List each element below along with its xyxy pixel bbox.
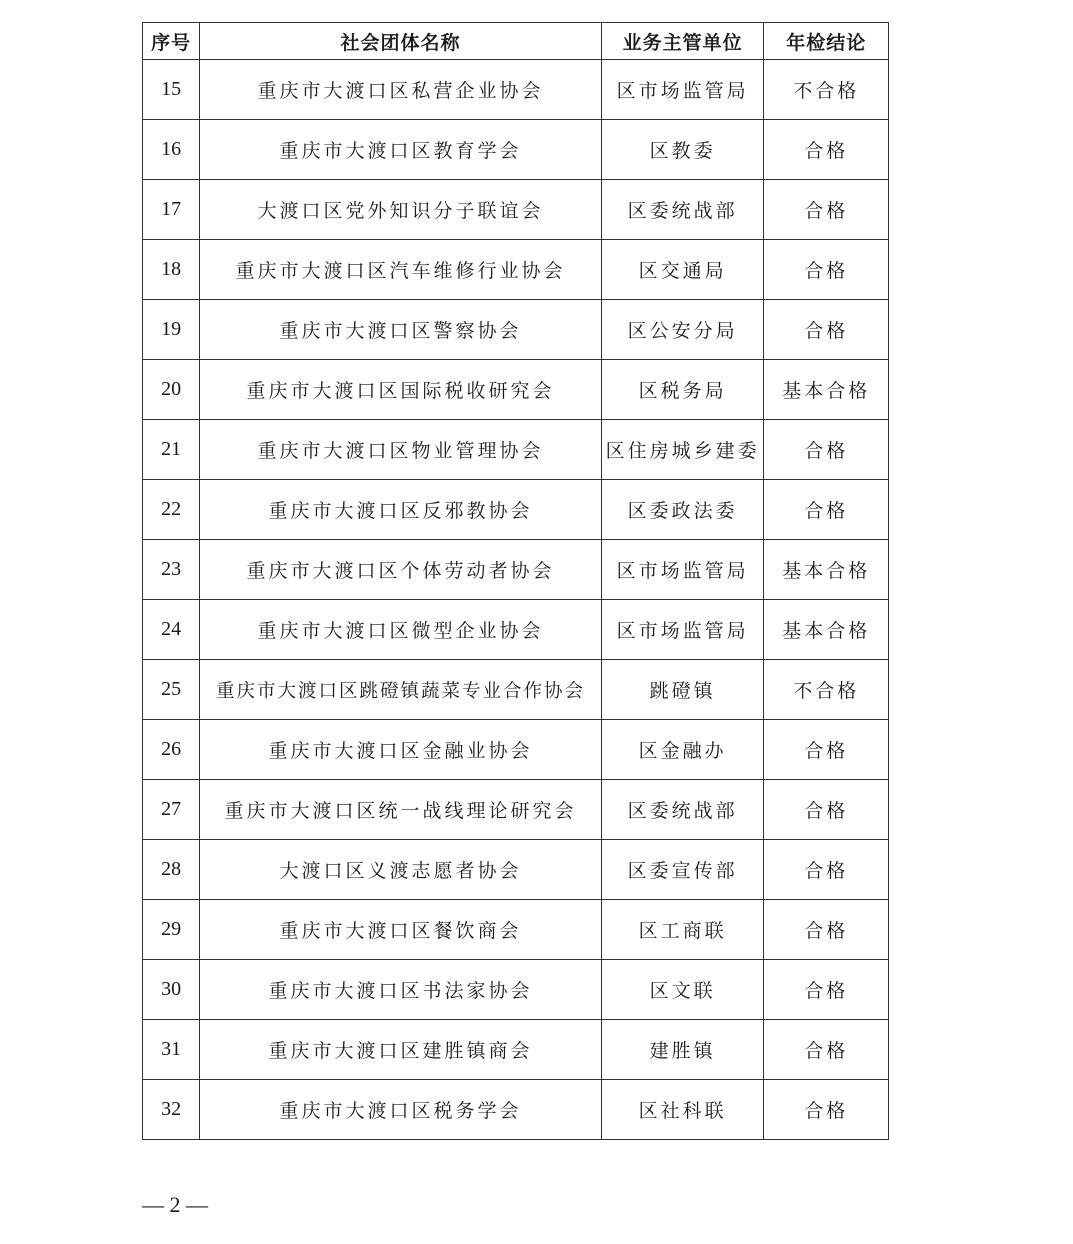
supervising-unit-cell: 区市场监管局 [601, 540, 764, 600]
row-number-cell: 29 [143, 900, 200, 960]
inspection-result-cell: 合格 [764, 720, 889, 780]
row-number-cell: 19 [143, 300, 200, 360]
row-number-cell: 30 [143, 960, 200, 1020]
table-row [143, 240, 889, 300]
header-organization-name: 社会团体名称 [200, 23, 602, 60]
supervising-unit-cell: 跳磴镇 [601, 660, 764, 720]
table-body [143, 60, 889, 1140]
supervising-unit-cell: 区金融办 [601, 720, 764, 780]
supervising-unit-cell: 区公安分局 [601, 300, 764, 360]
inspection-result-cell: 合格 [764, 300, 889, 360]
organization-name-cell: 重庆市大渡口区物业管理协会 [200, 420, 602, 480]
header-number: 序号 [143, 23, 200, 60]
supervising-unit-cell: 区市场监管局 [601, 60, 764, 120]
supervising-unit-cell: 建胜镇 [601, 1020, 764, 1080]
row-number-cell: 18 [143, 240, 200, 300]
table-row [143, 1020, 889, 1080]
annual-inspection-table [142, 22, 889, 1140]
supervising-unit-cell: 区委政法委 [601, 480, 764, 540]
row-number-cell: 23 [143, 540, 200, 600]
page-number: — 2 — [142, 1192, 208, 1217]
row-number-cell: 27 [143, 780, 200, 840]
table-row [143, 600, 889, 660]
organization-name-cell: 重庆市大渡口区私营企业协会 [200, 60, 602, 120]
supervising-unit-cell: 区社科联 [601, 1080, 764, 1140]
row-number-cell: 32 [143, 1080, 200, 1140]
organization-name-cell: 重庆市大渡口区建胜镇商会 [200, 1020, 602, 1080]
organization-name-cell: 重庆市大渡口区反邪教协会 [200, 480, 602, 540]
supervising-unit-cell: 区委统战部 [601, 180, 764, 240]
supervising-unit-cell: 区市场监管局 [601, 600, 764, 660]
inspection-result-cell: 合格 [764, 240, 889, 300]
table-row [143, 660, 889, 720]
table-row [143, 1080, 889, 1140]
header-inspection-result: 年检结论 [764, 23, 889, 60]
inspection-result-cell: 基本合格 [764, 360, 889, 420]
supervising-unit-cell: 区文联 [601, 960, 764, 1020]
table-row [143, 60, 889, 120]
inspection-result-cell: 合格 [764, 480, 889, 540]
organization-name-cell: 重庆市大渡口区税务学会 [200, 1080, 602, 1140]
organization-name-cell: 重庆市大渡口区个体劳动者协会 [200, 540, 602, 600]
inspection-result-cell: 基本合格 [764, 540, 889, 600]
organization-name-cell: 重庆市大渡口区金融业协会 [200, 720, 602, 780]
inspection-result-cell: 合格 [764, 1080, 889, 1140]
header-row [143, 23, 889, 60]
organization-name-cell: 重庆市大渡口区微型企业协会 [200, 600, 602, 660]
inspection-result-cell: 不合格 [764, 60, 889, 120]
table-row [143, 300, 889, 360]
table-row [143, 780, 889, 840]
inspection-result-cell: 不合格 [764, 660, 889, 720]
row-number-cell: 15 [143, 60, 200, 120]
organization-name-cell: 大渡口区义渡志愿者协会 [200, 840, 602, 900]
inspection-result-cell: 合格 [764, 120, 889, 180]
inspection-result-cell: 合格 [764, 960, 889, 1020]
inspection-result-cell: 合格 [764, 900, 889, 960]
organization-name-cell: 重庆市大渡口区跳磴镇蔬菜专业合作协会 [200, 660, 602, 720]
row-number-cell: 26 [143, 720, 200, 780]
inspection-result-cell: 合格 [764, 1020, 889, 1080]
supervising-unit-cell: 区委统战部 [601, 780, 764, 840]
inspection-result-cell: 基本合格 [764, 600, 889, 660]
header-supervising-unit: 业务主管单位 [601, 23, 764, 60]
organization-name-cell: 重庆市大渡口区书法家协会 [200, 960, 602, 1020]
row-number-cell: 25 [143, 660, 200, 720]
organization-name-cell: 重庆市大渡口区餐饮商会 [200, 900, 602, 960]
table-row [143, 120, 889, 180]
table-header [143, 23, 889, 60]
inspection-result-cell: 合格 [764, 840, 889, 900]
inspection-result-cell: 合格 [764, 180, 889, 240]
table-row [143, 180, 889, 240]
organization-name-cell: 重庆市大渡口区国际税收研究会 [200, 360, 602, 420]
supervising-unit-cell: 区教委 [601, 120, 764, 180]
table-row [143, 540, 889, 600]
supervising-unit-cell: 区住房城乡建委 [601, 420, 764, 480]
organization-name-cell: 重庆市大渡口区统一战线理论研究会 [200, 780, 602, 840]
table-row [143, 900, 889, 960]
row-number-cell: 24 [143, 600, 200, 660]
table-row [143, 420, 889, 480]
table-row [143, 960, 889, 1020]
supervising-unit-cell: 区工商联 [601, 900, 764, 960]
row-number-cell: 22 [143, 480, 200, 540]
organization-name-cell: 大渡口区党外知识分子联谊会 [200, 180, 602, 240]
supervising-unit-cell: 区税务局 [601, 360, 764, 420]
row-number-cell: 31 [143, 1020, 200, 1080]
row-number-cell: 17 [143, 180, 200, 240]
organization-name-cell: 重庆市大渡口区教育学会 [200, 120, 602, 180]
organization-name-cell: 重庆市大渡口区汽车维修行业协会 [200, 240, 602, 300]
table-row [143, 480, 889, 540]
supervising-unit-cell: 区委宣传部 [601, 840, 764, 900]
table-row [143, 360, 889, 420]
inspection-result-cell: 合格 [764, 780, 889, 840]
organization-name-cell: 重庆市大渡口区警察协会 [200, 300, 602, 360]
row-number-cell: 20 [143, 360, 200, 420]
row-number-cell: 28 [143, 840, 200, 900]
inspection-result-cell: 合格 [764, 420, 889, 480]
table-row [143, 720, 889, 780]
row-number-cell: 21 [143, 420, 200, 480]
table-row [143, 840, 889, 900]
supervising-unit-cell: 区交通局 [601, 240, 764, 300]
row-number-cell: 16 [143, 120, 200, 180]
